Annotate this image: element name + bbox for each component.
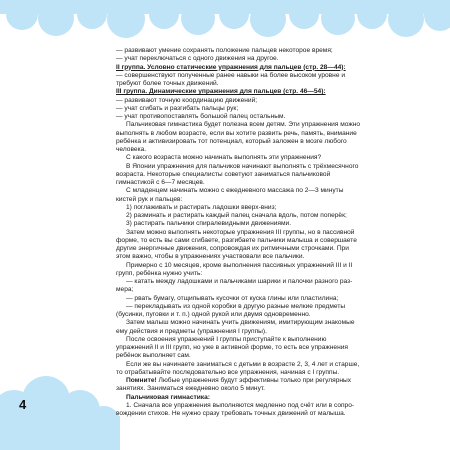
section-heading: II группа. Условно статические упражнения для пальцев (стр. 28—44): [116, 63, 346, 71]
paragraph: Пальчиковая гимнастика: [126, 393, 210, 401]
paragraph: — катать между ладошками и пальчиками шарики и палочки разного размера; [116, 278, 353, 294]
paragraph: — развивают умение сохранять положение пальцев некоторое время; [116, 47, 333, 54]
paragraph [116, 377, 364, 394]
paragraph: — учат сгибать и разгибать пальцы рук; [116, 104, 239, 112]
paragraph-text: Любые упражнения будут эффективны только при регулярных занятиях. Заниматься ежедневно около 5 минут. [116, 377, 352, 393]
paragraph: — перекладывать из одной коробки в другую разные мелкие предметы (бусинки, пуговки и т. п.) одной рукой или двумя одновременно. [116, 302, 346, 318]
paragraph: С какого возраста можно начинать выполнять эти упражнения? [126, 154, 322, 162]
cloud-decoration-bottom [0, 372, 120, 450]
paragraph: Если же вы начинаете заниматься с детьми в возрасте 2, 3, 4 лет и старше, то отрабатывайте последовательно все упражнения, начиная с I группы. [116, 360, 360, 376]
paragraph: После освоения упражнений I группы приступайте к выполнению упражнений II и III групп, но уже в активной форме, то есть все упражнения ребёнок выполняет сам. [116, 335, 348, 360]
paragraph: С младенцем начинать можно с ежедневного массажа по 2—3 минуты кистей рук и пальцев: [116, 187, 344, 203]
section-heading: III группа. Динамические упражнения для пальцев (стр. 46—54): [116, 88, 326, 96]
body-text [116, 47, 364, 418]
paragraph: 3) растирать пальчики спиралевидными движениями. [126, 220, 292, 228]
paragraph: Пальчиковая гимнастика будет полезна всем детям. Эти упражнения можно выполнять в любом возрасте, если вы хотите развить речь, память, внимание ребёнка и активизировать тот потенциал, который заложен в мозге любого человека. [116, 121, 361, 153]
paragraph: 2) разминать и растирать каждый палец сначала вдоль, потом поперёк; [126, 212, 347, 219]
page-number: 4 [19, 397, 27, 412]
paragraph-lead: Помните! [126, 377, 157, 384]
paragraph: — совершенствуют полученные ранее навыки на более высоком уровне и требуют более точных движений. [116, 71, 346, 87]
paragraph: 1. Сначала все упражнения выполняются медленно под счёт или в сопровождении стихов. Не нужно сразу требовать точных движений от малыша. [116, 401, 355, 417]
paragraph: — развивают точную координацию движений; [116, 96, 258, 104]
cloud-decoration-top [0, 0, 450, 44]
paragraph: — учат переключаться с одного движения на другое. [116, 55, 279, 63]
paragraph: Затем можно выполнять некоторые упражнения III группы, но в пассивной форме, то есть вы сами сгибаете, разгибаете пальчики малыша и совершаете другие энергичные движения, сопровождая их ритмичными строчками. При этом важно, чтобы в упражнениях участвовали все пальчики. [116, 228, 357, 261]
paragraph: Примерно с 10 месяцев, кроме выполнения пассивных упражнений III и II групп, ребёнка нужно учить: [116, 261, 353, 277]
paragraph: — рвать бумагу, отщипывать кусочки от куска глины или пластилина; [126, 294, 339, 302]
paragraph: В Японии упражнения для пальчиков начинают выполнять с трёхмесячного возраста. Некоторые специалисты советуют заниматься пальчиковой гимнастикой с 6—7 месяцев. [116, 162, 359, 186]
paragraph: 1) поглаживать и растирать ладошки вверх-вниз; [126, 203, 277, 211]
paragraph: — учат противопоставлять большой палец остальным. [116, 113, 286, 120]
paragraph: Затем малыш можно начинать учить движениям, имитирующим знакомые ему действия и предметы (упражнения I группы). [116, 319, 355, 335]
